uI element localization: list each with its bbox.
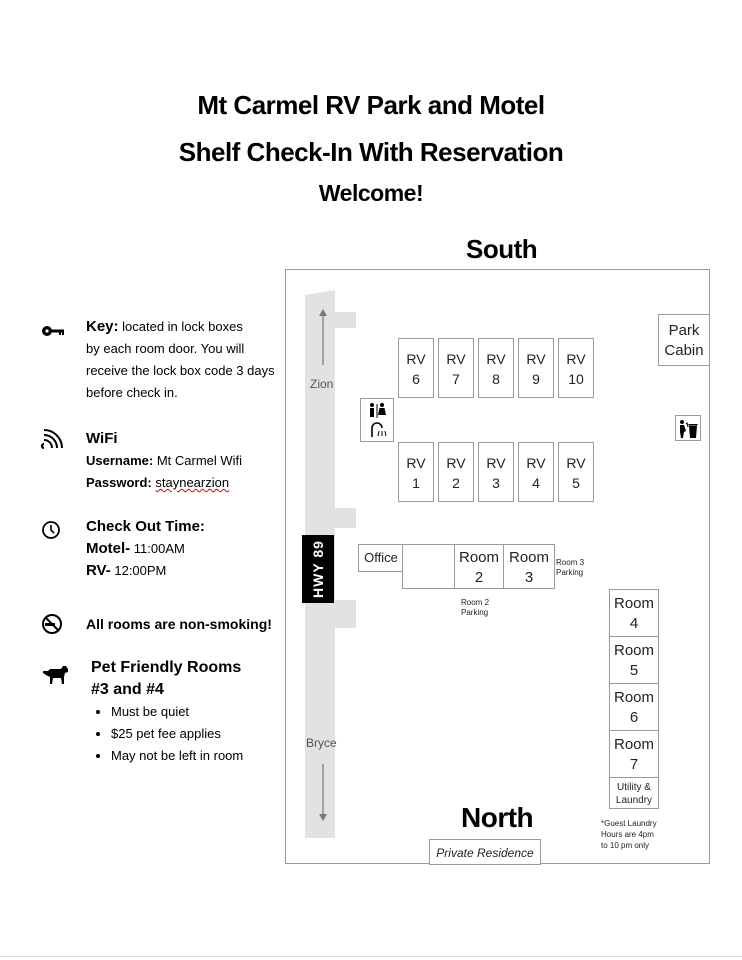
rv-site-3 [478,442,514,502]
rv-site-2 [438,442,474,502]
rv-site-9 [518,338,554,398]
room-4-label: Room [613,595,654,612]
rv-site-10 [558,338,594,398]
rv-site-1-number: 1 [412,475,420,491]
rv-site-8 [478,338,514,398]
room-6 [609,683,659,731]
pet-rule-2: • $25 pet fee applies [111,723,243,745]
key-line-3: receive the lock box code 3 days [86,363,275,378]
room-3 [503,544,555,589]
private-residence: Private Residence [429,839,541,865]
highway-sign [302,535,334,603]
room-4 [609,589,659,637]
room-3-label: Room [508,549,549,566]
rv-site-4 [518,442,554,502]
laundry-note-line-2: Hours are 4pm [601,830,654,839]
dog-icon [40,663,70,687]
room-7-number: 7 [629,756,639,773]
page-bottom-divider [0,956,742,957]
clock-icon [40,519,66,541]
wifi-username: Mt Carmel Wifi [156,453,243,468]
rv-site-5-number: 5 [572,475,580,491]
key-icon [40,320,66,342]
key-line-2: by each room door. You will [86,341,245,356]
room-3-parking-line-2: Parking [556,568,584,577]
room-5 [609,636,659,684]
wifi-password: staynearzion [155,475,230,490]
rv-site-7 [438,338,474,398]
restroom-shower [360,398,394,442]
wifi-username-label: Username: [86,453,154,468]
trash-station [675,415,701,441]
checkout-info [86,516,205,582]
utility-line-2: Laundry [615,795,653,806]
room-6-label: Room [613,689,654,706]
rv-site-6 [398,338,434,398]
room-2-parking-line-1: Room 2 [461,598,490,607]
laundry-note-line-1: *Guest Laundry [601,819,657,828]
checkout-rv-label: RV- [86,562,111,579]
rv-site-4-label: RV [526,455,546,471]
park-cabin-line-2: Cabin [664,342,704,359]
rv-site-8-number: 8 [492,371,500,387]
rv-site-5-label: RV [566,455,586,471]
laundry-hours-note [601,818,657,851]
utility-line-1: Utility & [617,782,651,793]
pet-rules-list [91,701,243,767]
room-3-number: 3 [524,569,534,586]
pet-rule-3: • May not be left in room [111,745,243,767]
pets-info [91,657,243,767]
wifi-icon [40,428,66,450]
rv-site-8-label: RV [486,351,506,367]
arrow-up-icon [316,307,330,367]
wifi-password-label: Password: [86,475,152,490]
highway-sign-label: HWY 89 [310,540,326,598]
pets-label-1: Pet Friendly Rooms [91,659,242,676]
room-2 [454,544,504,589]
room-2-label: Room [458,549,499,566]
key-info [86,316,275,404]
checkout-label: Check Out Time: [86,518,205,535]
utility-laundry [609,777,659,809]
park-cabin-line-1: Park [668,322,700,339]
room-6-number: 6 [629,709,639,726]
pet-rule-1: • Must be quiet [111,701,243,723]
title-welcome: Welcome! [318,180,424,206]
checkout-motel-label: Motel- [86,540,131,557]
rv-site-2-label: RV [446,455,466,471]
arrow-down-icon [316,762,330,824]
laundry-note-line-3: to 10 pm only [601,841,650,850]
smoking-text: All rooms are non-smoking! [86,616,272,632]
room-7-label: Room [613,736,654,753]
room-3-parking-line-1: Room 3 [556,558,585,567]
pets-label-2: #3 and #4 [91,681,164,698]
office-annex [402,544,455,589]
park-cabin [658,314,710,366]
smoking-info [86,613,272,636]
room-2-parking [461,598,489,618]
rv-site-7-number: 7 [452,371,460,387]
wifi-info [86,428,242,494]
rv-site-2-number: 2 [452,475,460,491]
rv-site-3-number: 3 [492,475,500,491]
key-line-1: located in lock boxes [122,319,243,334]
rv-site-3-label: RV [486,455,506,471]
room-2-parking-line-2: Parking [461,608,489,617]
key-label: Key: [86,318,119,335]
rv-site-10-number: 10 [568,371,584,387]
title-line-2: Shelf Check-In With Reservation [178,137,564,167]
office: Office [358,544,404,572]
rv-site-6-label: RV [406,351,426,367]
restroom-shower-icon [361,399,393,441]
checkout-motel-time: 11:00AM [133,541,185,556]
compass-north: North [461,802,534,833]
rv-site-4-number: 4 [532,475,540,491]
key-line-4: before check in. [86,385,178,400]
rv-site-9-number: 9 [532,371,540,387]
compass-south: South [466,234,538,264]
road-label-bryce: Bryce [306,736,337,750]
rv-site-7-label: RV [446,351,466,367]
rv-site-9-label: RV [526,351,546,367]
room-3-parking [556,558,584,578]
rv-site-10-label: RV [566,351,586,367]
room-5-label: Room [613,642,654,659]
rv-site-1-label: RV [406,455,426,471]
rv-site-6-number: 6 [412,371,420,387]
room-4-number: 4 [629,615,639,632]
wifi-label: WiFi [86,430,118,447]
road-label-zion: Zion [310,377,334,391]
no-smoking-icon [40,613,66,635]
rv-site-1 [398,442,434,502]
room-7 [609,730,659,778]
checkout-rv-time: 12:00PM [114,563,167,578]
rv-site-5 [558,442,594,502]
trash-icon [676,416,700,440]
title-line-1: Mt Carmel RV Park and Motel [197,90,545,120]
room-2-number: 2 [474,569,484,586]
room-5-number: 5 [629,662,639,679]
